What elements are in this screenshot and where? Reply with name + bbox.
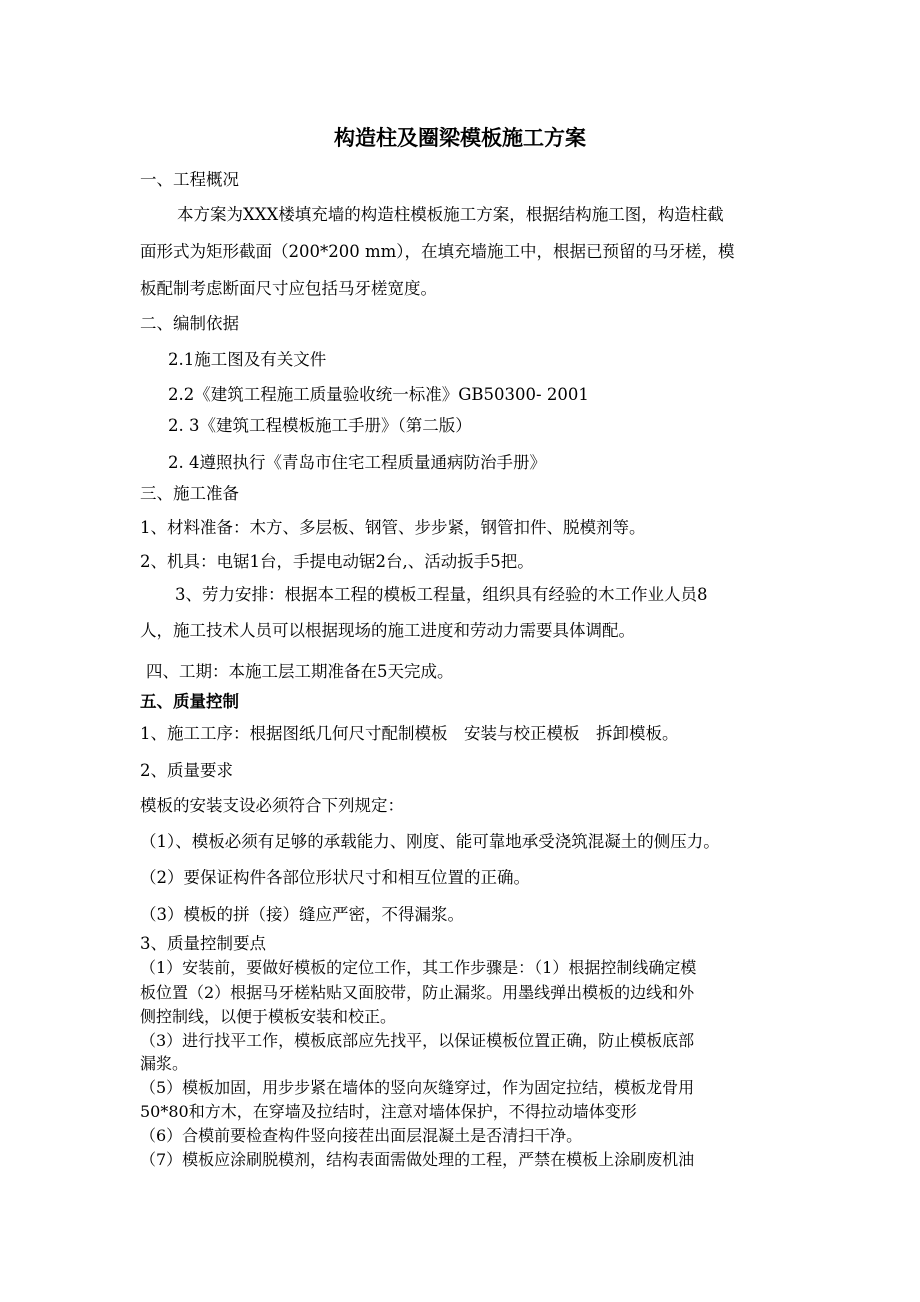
section-heading-4: 四、工期：本施工层工期准备在5天完成。 bbox=[146, 662, 454, 681]
paragraph-line: 本方案为XXX楼填充墙的构造柱模板施工方案，根据结构施工图，构造柱截 bbox=[177, 205, 724, 224]
paragraph-line: （3）进行找平工作，模板底部应先找平，以保证模板位置正确，防止模板底部 bbox=[140, 1031, 695, 1050]
list-item: 3、质量控制要点 bbox=[140, 934, 266, 953]
paragraph-line: 模板的安装支设必须符合下列规定： bbox=[140, 796, 404, 815]
list-item: 2、质量要求 bbox=[140, 761, 233, 780]
list-item: 1、材料准备：木方、多层板、钢管、步步紧，钢管扣件、脱模剂等。 bbox=[140, 518, 646, 537]
section-heading-5: 五、质量控制 bbox=[140, 692, 239, 711]
document-title: 构造柱及圈梁模板施工方案 bbox=[334, 125, 586, 150]
list-item: 2.2《建筑工程施工质量验收统一标准》GB50300- 2001 bbox=[168, 385, 589, 404]
paragraph-line: 面形式为矩形截面（200*200 mm），在填充墙施工中，根据已预留的马牙槎，模 bbox=[140, 242, 735, 261]
list-item: 2. 4遵照执行《青岛市住宅工程质量通病防治手册》 bbox=[168, 453, 546, 472]
paragraph-line: 漏浆。 bbox=[140, 1054, 189, 1073]
list-item: 3、劳力安排：根据本工程的模板工程量，组织具有经验的木工作业人员8 bbox=[175, 585, 708, 604]
list-item: （1）、模板必须有足够的承载能力、刚度、能可靠地承受浇筑混凝土的侧压力。 bbox=[140, 832, 720, 851]
paragraph-line: （1）安装前，要做好模板的定位工作，其工作步骤是：（1）根据控制线确定模 bbox=[140, 958, 697, 977]
paragraph-line: （7）模板应涂刷脱模剂，结构表面需做处理的工程，严禁在模板上涂刷废机油 bbox=[140, 1150, 695, 1169]
section-heading-2: 二、编制依据 bbox=[140, 314, 239, 333]
section-heading-1: 一、工程概况 bbox=[140, 170, 239, 189]
paragraph-line: 板位置（2）根据马牙槎粘贴又面胶带，防止漏浆。用墨线弹出模板的边线和外 bbox=[140, 983, 695, 1002]
section-heading-3: 三、施工准备 bbox=[140, 484, 239, 503]
paragraph-line: 50*80和方木，在穿墙及拉结时，注意对墙体保护，不得拉动墙体变形 bbox=[140, 1102, 637, 1121]
list-item: 1、施工工序：根据图纸几何尺寸配制模板 安装与校正模板 拆卸模板。 bbox=[140, 724, 679, 743]
list-item: （3）模板的拼（接）缝应严密，不得漏浆。 bbox=[140, 905, 464, 924]
paragraph-line: （6）合模前要检查构件竖向接茬出面层混凝土是否清扫干净。 bbox=[140, 1126, 583, 1145]
list-item: 2. 3《建筑工程模板施工手册》（第二版） bbox=[168, 416, 472, 435]
paragraph-line: 侧控制线，以便于模板安装和校正。 bbox=[140, 1007, 397, 1026]
paragraph-line: （5）模板加固，用步步紧在墙体的竖向灰缝穿过，作为固定拉结，模板龙骨用 bbox=[140, 1078, 695, 1097]
list-item: 2.1施工图及有关文件 bbox=[168, 350, 327, 369]
list-item: （2）要保证构件各部位形状尺寸和相互位置的正确。 bbox=[140, 868, 530, 887]
list-item: 2、机具：电锯1台，手提电动锯2台,、活动扳手5把。 bbox=[140, 552, 534, 571]
paragraph-line: 人，施工技术人员可以根据现场的施工进度和劳动力需要具体调配。 bbox=[140, 621, 635, 640]
paragraph-line: 板配制考虑断面尺寸应包括马牙槎宽度。 bbox=[140, 279, 437, 298]
